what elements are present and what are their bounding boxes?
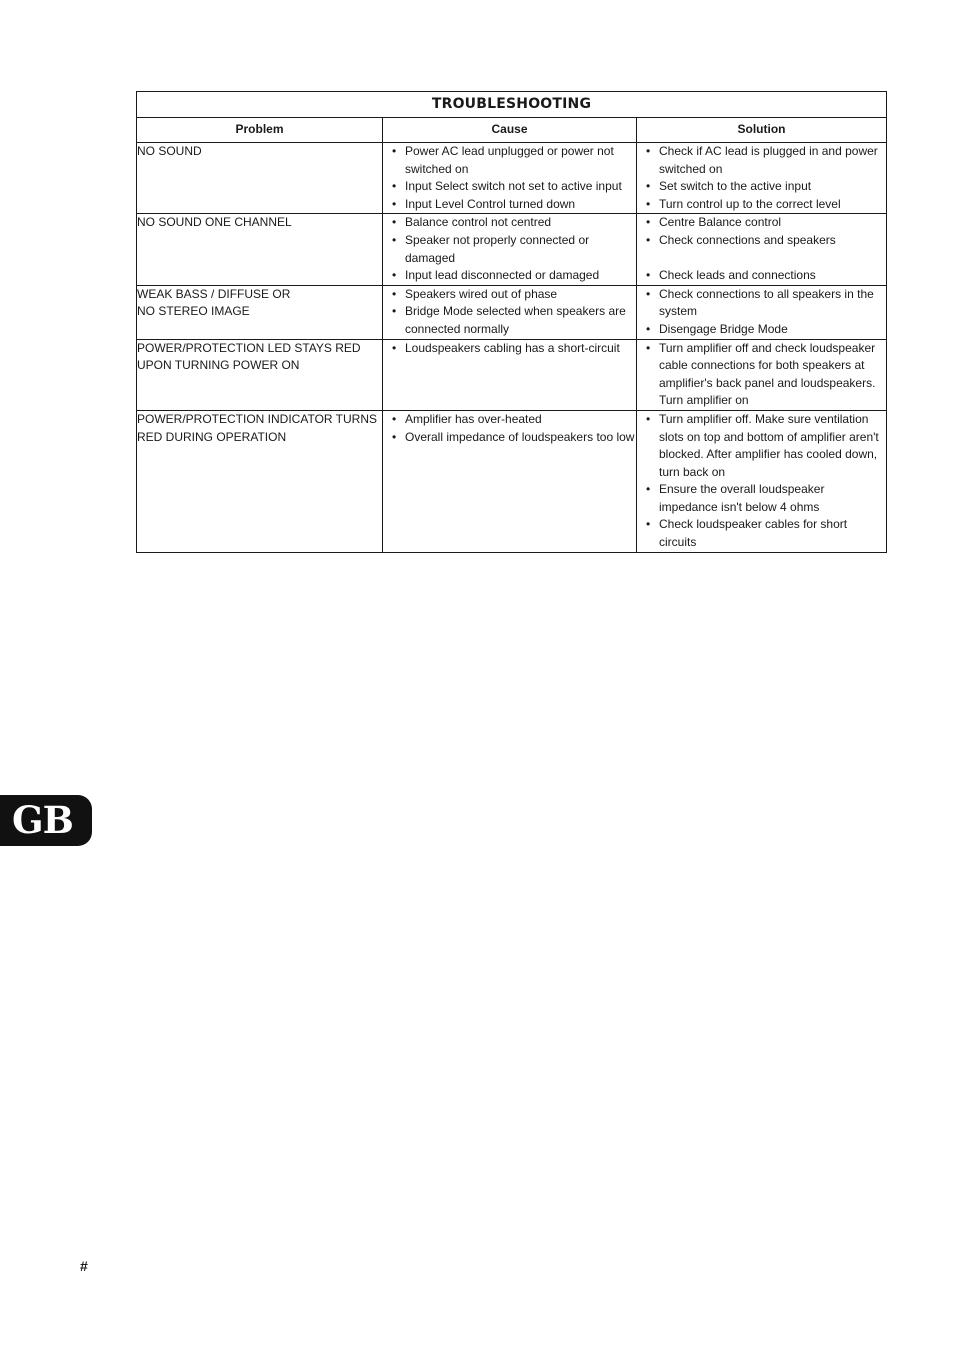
problem-cell <box>137 339 383 410</box>
cause-item: • Speaker not properly connected or damaged <box>391 232 636 267</box>
solution-item: • Set switch to the active input <box>645 178 886 196</box>
problem-text: UPON TURNING POWER ON <box>137 358 300 373</box>
problem-text: NO SOUND <box>137 144 202 158</box>
table-row <box>137 143 887 214</box>
table-row <box>137 285 887 339</box>
table-title: TROUBLESHOOTING <box>137 92 887 118</box>
problem-text: RED DURING OPERATION <box>137 429 287 444</box>
cause-item: • Amplifier has over-heated <box>391 411 636 429</box>
cause-cell <box>383 214 637 285</box>
language-tab-gb: GB <box>0 795 92 846</box>
page-number: # <box>80 1258 88 1274</box>
troubleshooting-table <box>136 91 887 553</box>
problem-text: WEAK BASS / DIFFUSE OR <box>137 286 291 301</box>
problem-cell <box>137 143 383 214</box>
column-header-solution: Solution <box>637 118 887 143</box>
solution-item: • Check if AC lead is plugged in and power switched on <box>645 143 886 178</box>
solution-cell <box>637 339 887 410</box>
problem-text: NO SOUND ONE CHANNEL <box>137 215 292 230</box>
problem-text: POWER/PROTECTION INDICATOR TURNS <box>137 411 378 426</box>
table-row <box>137 410 887 552</box>
problem-text: POWER/PROTECTION LED STAYS RED <box>137 340 361 355</box>
problem-text: NO STEREO IMAGE <box>137 304 250 319</box>
column-header-cause: Cause <box>383 118 637 143</box>
cause-item: • Overall impedance of loudspeakers too low <box>391 429 636 447</box>
solution-cell <box>637 285 887 339</box>
solution-item: • Disengage Bridge Mode <box>645 321 886 339</box>
cause-item: • Input lead disconnected or damaged <box>391 267 636 285</box>
cause-item: • Balance control not centred <box>391 214 636 232</box>
cause-cell <box>383 410 637 552</box>
solution-cell <box>637 143 887 214</box>
problem-cell <box>137 214 383 285</box>
cause-item: • Power AC lead unplugged or power not switched on <box>391 143 636 178</box>
column-header-problem: Problem <box>137 118 383 143</box>
cause-cell <box>383 143 637 214</box>
solution-cell <box>637 214 887 285</box>
solution-item: • Check connections to all speakers in the system <box>645 286 886 321</box>
solution-item: • Ensure the overall loudspeaker impedance isn't below 4 ohms <box>645 481 886 516</box>
cause-item: • Bridge Mode selected when speakers are connected normally <box>391 303 636 338</box>
cause-item: • Input Level Control turned down <box>391 196 636 214</box>
solution-item: • Centre Balance control <box>645 214 886 232</box>
solution-item: • Turn amplifier off and check loudspeaker cable connections for both speakers at amplifier's back panel and loudspeakers. Turn amplifier on <box>645 340 886 410</box>
solution-cell <box>637 410 887 552</box>
solution-item: • Check leads and connections <box>645 267 886 285</box>
cause-item: • Loudspeakers cabling has a short-circuit <box>391 340 636 358</box>
solution-item: • Check loudspeaker cables for short circuits <box>645 516 886 551</box>
problem-cell <box>137 285 383 339</box>
solution-item: • Check connections and speakers <box>645 232 886 250</box>
cause-cell <box>383 339 637 410</box>
table-row <box>137 214 887 285</box>
problem-cell <box>137 410 383 552</box>
cause-item: • Speakers wired out of phase <box>391 286 636 304</box>
solution-item: • Turn amplifier off. Make sure ventilation slots on top and bottom of amplifier aren't blocked. After amplifier has cooled down, turn back on <box>645 411 886 481</box>
cause-item: • Input Select switch not set to active input <box>391 178 636 196</box>
solution-item: • Turn control up to the correct level <box>645 196 886 214</box>
table-row <box>137 339 887 410</box>
cause-cell <box>383 285 637 339</box>
